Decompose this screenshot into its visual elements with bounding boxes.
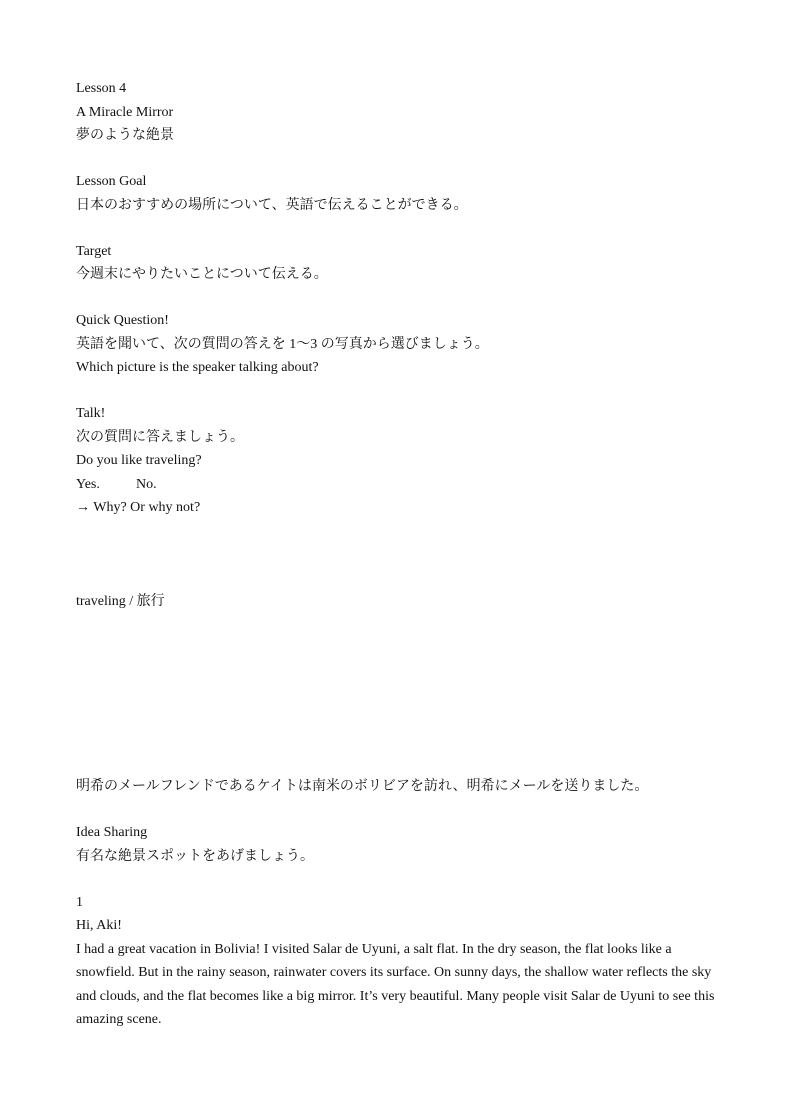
email-greeting: Hi, Aki! [76, 918, 122, 933]
quick-question-heading: Quick Question! [76, 313, 169, 328]
vocab-note: traveling / 旅行 [76, 593, 165, 609]
lesson-goal-heading: Lesson Goal [76, 174, 147, 189]
quick-question-instruction: 英語を聞いて、次の質問の答えを 1〜3 の写真から選びましょう。 [76, 336, 489, 352]
talk-heading: Talk! [76, 406, 106, 421]
lesson-number: Lesson 4 [76, 81, 127, 96]
lesson-title-ja: 夢のような絶景 [76, 128, 174, 143]
idea-sharing-text: 有名な絶景スポットをあげましょう。 [76, 848, 314, 864]
no-option: No. [136, 476, 157, 492]
talk-question: Do you like traveling? [76, 453, 202, 468]
target-text: 今週末にやりたいことについて伝える。 [76, 267, 328, 282]
intro-text: 明希のメールフレンドであるケイトは南米のボリビアを訪れ、明希にメールを送りました。 [76, 779, 649, 794]
idea-sharing-heading: Idea Sharing [76, 825, 148, 840]
target-heading: Target [76, 243, 112, 259]
quick-question-text: Which picture is the speaker talking about? [76, 360, 319, 375]
lesson-title-en: A Miracle Mirror [76, 104, 174, 120]
lesson-goal-text: 日本のおすすめの場所について、英語で伝えることができる。 [76, 197, 468, 213]
talk-instruction: 次の質問に答えましょう。 [76, 429, 244, 445]
yes-option: Yes. [76, 476, 100, 492]
email-body: I had a great vacation in Bolivia! I visited Salar de Uyuni, a salt flat. In the dry season, the flat looks like a snowfield. But in the rainy season, rainwater covers its surface. On sunny days, the shallow water reflects the sky and clouds, and the flat becomes like a big mirror. It’s very beautiful. Many people visit Salar de Uyuni to see this amazing scene. [76, 941, 715, 1027]
section-number: 1 [76, 894, 83, 910]
page-content [76, 77, 726, 1032]
yes-no-options [76, 473, 726, 497]
talk-followup: → Why? Or why not? [76, 500, 201, 515]
